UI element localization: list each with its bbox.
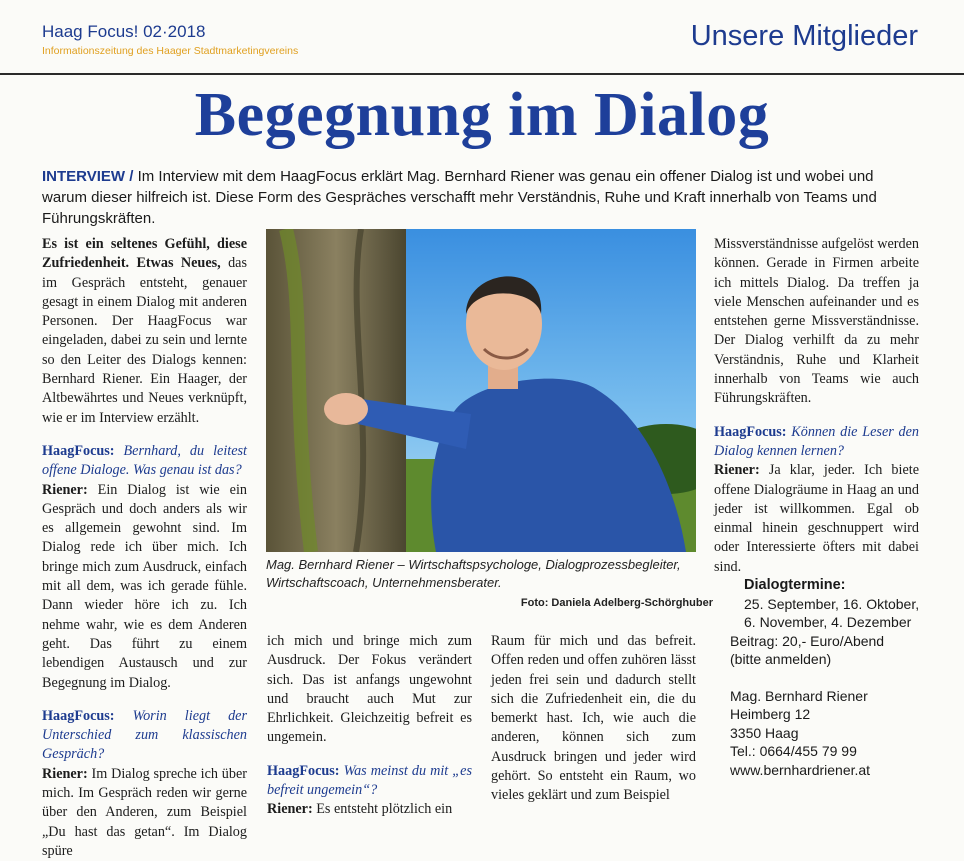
article-column-1 xyxy=(42,235,247,861)
publication-title: Haag Focus! 02·2018 xyxy=(42,22,206,41)
article-intro xyxy=(42,166,922,229)
contact-street: Heimberg 12 xyxy=(730,706,811,722)
answer-2: Riener: Im Dialog spreche ich über mich. Im Gespräch reden wir gerne über den Anderen, zum Beispiel „Du hast das getan“. Im Dialog spüre xyxy=(42,765,247,859)
intro-text: Im Interview mit dem HaagFocus erklärt Mag. Bernhard Riener was genau ein offener Dialog ist und wobei und warum dieser hilfreich ist. Diese Form des Gespräches verschafft mehr Verständnis, Ruhe und Kraft innerhalb von Teams und Führungskräften. xyxy=(42,168,877,227)
answer-1: Riener: Ein Dialog ist wie ein Gespräch und doch anders als wir es allgemein gewohnt sind. Im Dialog rede ich über mich. Ich bringe mich zum Ausdruck, einfach mit all dem, was ich gerade fühle. Dann wieder höre ich zu. Ich nehme wahr, wie es dem Anderen geht. Das führt zu einem lebendigen Austausch und zur Begegnung im Dialog. xyxy=(42,481,247,691)
question-3: HaagFocus: Was meinst du mit „es befreit ungemein“? xyxy=(267,762,472,799)
question-4: HaagFocus: Können die Leser den Dialog kennen lernen? xyxy=(714,423,919,459)
intro-kicker: INTERVIEW / xyxy=(42,168,134,185)
paragraph: Raum für mich und das befreit. Offen reden und offen zuhören lässt jeden frei sein und dadurch stellt sich die Zufriedenheit ein, die du bemerkt hast. Ich, wie auch die anderen, können sich zum Ausdruck bringen und jeder wird gehört. So entsteht ein Raum, wo vieles geklärt und zum Beispiel xyxy=(491,633,696,804)
publication-subtitle: Informationszeitung des Haager Stadtmarketingvereins xyxy=(42,45,299,57)
paragraph: ich mich und bringe mich zum Ausdruck. Der Fokus verändert sich. Das ist anfangs ungewohnt und braucht auch Mut zur Ehrlichkeit. Gleichzeitig befreit es ungemein. xyxy=(267,633,472,746)
section-title: Unsere Mitglieder xyxy=(690,20,918,52)
paragraph: Missverständnisse aufgelöst werden können. Gerade in Firmen arbeite ich mittels Dialog. Da treffen ja viele Menschen aufeinander und es entstehen gerne Missverständnisse. Der Dialog verhilft da zu mehr Verständnis, Ruhe und Klarheit innerhalb von Teams wie auch Führungskräften. xyxy=(714,236,919,407)
contact-city: 3350 Haag xyxy=(730,724,799,741)
contact-website: www.bernhardriener.at xyxy=(730,761,871,778)
article-column-3 xyxy=(491,632,696,806)
portrait-photo xyxy=(266,229,696,552)
info-title: Dialogtermine: xyxy=(744,577,846,593)
answer-4: Riener: Ja klar, jeder. Ich biete offene Dialogräume in Haag an und jeder ist willkommen. Egal ob einmal hinein geschnuppert wird oder Interessierte öfters mit dabei sind. xyxy=(714,462,919,575)
photo-credit: Foto: Daniela Adelberg-Schörghuber xyxy=(520,597,713,609)
question-2: HaagFocus: Worin liegt der Unterschied zum klassischen Gespräch? xyxy=(42,707,247,763)
contact-phone: Tel.: 0664/455 79 99 xyxy=(730,743,857,759)
article-column-4 xyxy=(714,235,919,577)
lead-text: Es ist ein seltenes Gefühl, diese Zufriedenheit. Etwas Neues, xyxy=(42,236,247,272)
portrait-illustration xyxy=(266,229,696,552)
answer-3: Riener: Es entsteht plötzlich ein xyxy=(267,801,453,818)
photo-caption: Mag. Bernhard Riener – Wirtschaftspsychologe, Dialogprozessbegleiter, Wirtschaftscoach, Unternehmensberater. xyxy=(266,557,681,590)
article-column-2 xyxy=(267,632,472,820)
question-1: HaagFocus: Bernhard, du leitest offene Dialoge. Was genau ist das? xyxy=(42,442,247,479)
contact-name: Mag. Bernhard Riener xyxy=(730,687,868,704)
header-divider xyxy=(0,73,964,75)
article-headline: Begegnung im Dialog xyxy=(194,81,770,149)
lead-paragraph: Es ist ein seltenes Gefühl, diese Zufriedenheit. Etwas Neues, das im Gespräch entsteht, genauer gesagt in einem Dialog mit anderen Personen. Der HaagFocus war eingeladen, dabei zu sein und lernte so den Leiter des Dialogs kennen: Bernhard Riener. Ein Haager, der Altbewährtes und Neues verknüpft, wie er im Interview erzählt. xyxy=(42,236,247,426)
info-box: Dialogtermine: 25. September, 16. Oktober, 6. November, 4. Dezember Beitrag: 20,- Euro/Abend (bitte anmelden) Mag. Bernhard Riener Heimberg 12 3350 Haag Tel.: 0664/455 79 99 www.bernhardriener.at xyxy=(730,576,935,779)
